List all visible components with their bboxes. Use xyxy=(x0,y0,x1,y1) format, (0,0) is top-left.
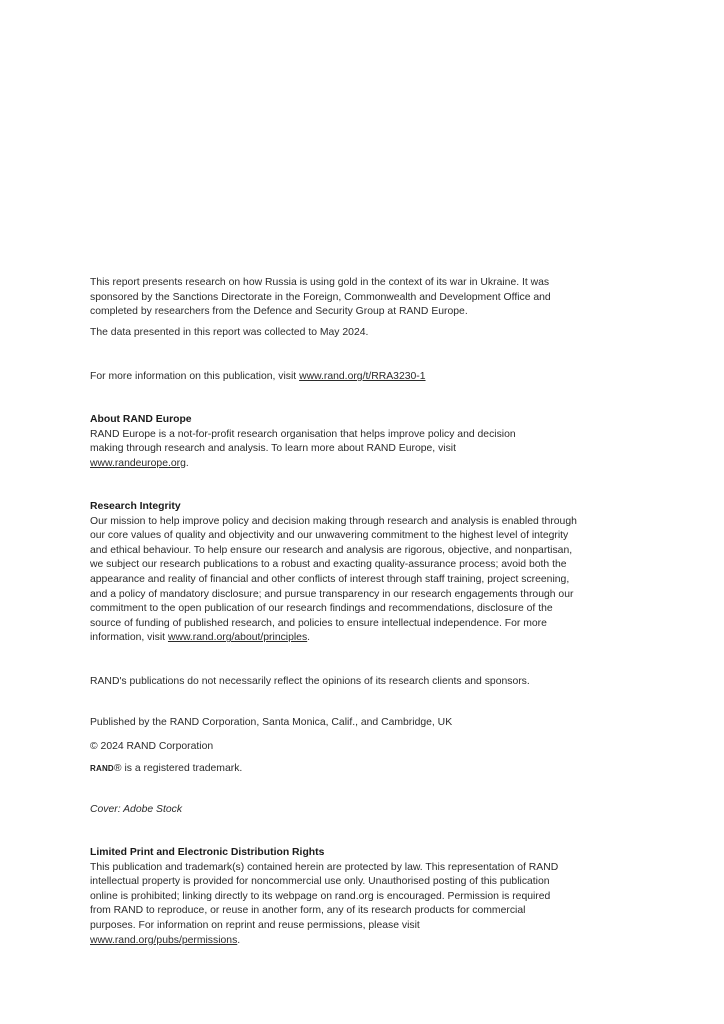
publication-link[interactable]: www.rand.org/t/RRA3230-1 xyxy=(299,371,426,382)
disclaimer-text: RAND's publications do not necessarily reflect the opinions of its research clients and sponsors. xyxy=(90,676,530,687)
about-section xyxy=(90,413,520,471)
distribution-rights-section xyxy=(90,846,560,948)
integrity-heading: Research Integrity xyxy=(90,501,181,512)
data-collection-note: The data presented in this report was collected to May 2024. xyxy=(90,326,369,338)
permissions-link[interactable]: www.rand.org/pubs/permissions xyxy=(90,934,238,946)
rights-text: This publication and trademark(s) contained herein are protected by law. This representation of RAND intellectual property is provided for noncommercial use only. Unauthorised posting of this publication online is prohibited; linking directly to its webpage on rand.org is encouraged. Permission is required from RAND to reproduce, or reuse in another form, any of its research products for commercial purposes. For information on reprint and reuse permissions, please visit xyxy=(90,861,559,931)
rand-wordmark: RAND xyxy=(90,764,114,774)
published-line: Published by the RAND Corporation, Santa Monica, Calif., and Cambridge, UK xyxy=(90,717,453,728)
published-section xyxy=(90,716,590,777)
more-info-section xyxy=(90,370,590,385)
integrity-text: Our mission to help improve policy and decision making through research and analysis is enabled through our core values of quality and objectivity and our unwavering commitment to the highest level of integrity and ethical behaviour. To help ensure our research and analysis are rigorous, objective, and nonpartisan, we subject our research publications to a robust and exacting quality-assurance process; avoid both the appearance and reality of financial and other conflicts of interest through staff training, project screening, and a policy of mandatory disclosure; and pursue transparency in our research engagements through our commitment to the open publication of our research findings and recommendations, disclosure of the source of funding of published research, and policies to ensure intellectual independence. For more information, visit xyxy=(90,515,577,644)
integrity-end: . xyxy=(307,632,311,644)
copyright-line: © 2024 RAND Corporation xyxy=(90,740,214,752)
integrity-paragraph xyxy=(90,515,585,646)
research-integrity-section xyxy=(90,500,585,646)
trademark-text: ® is a registered trademark. xyxy=(113,763,243,775)
rights-heading: Limited Print and Electronic Distribution Rights xyxy=(90,847,325,858)
rights-end: . xyxy=(237,934,241,946)
intro-section xyxy=(90,276,580,340)
disclaimer-section xyxy=(90,675,590,690)
rights-paragraph xyxy=(90,861,560,949)
about-text: RAND Europe is a not-for-profit research organisation that helps improve policy and decision making through research and analysis. To learn more about RAND Europe, visit xyxy=(90,428,516,455)
principles-link[interactable]: www.rand.org/about/principles xyxy=(167,632,308,644)
about-heading: About RAND Europe xyxy=(90,414,192,425)
more-info-text: For more information on this publication, visit xyxy=(90,371,300,382)
cover-credit: Cover: Adobe Stock xyxy=(90,804,183,815)
intro-paragraph: This report presents research on how Russia is using gold in the context of its war in Ukraine. It was sponsored by the Sanctions Directorate in the Foreign, Commonwealth and Development Office and completed by researchers from the Defence and Security Group at RAND Europe. xyxy=(90,277,551,318)
more-info-line xyxy=(90,370,590,385)
about-end: . xyxy=(185,457,189,469)
about-paragraph xyxy=(90,428,520,472)
trademark-line xyxy=(90,762,590,777)
cover-credit-section xyxy=(90,803,590,818)
randeurope-link[interactable]: www.randeurope.org xyxy=(90,457,186,469)
